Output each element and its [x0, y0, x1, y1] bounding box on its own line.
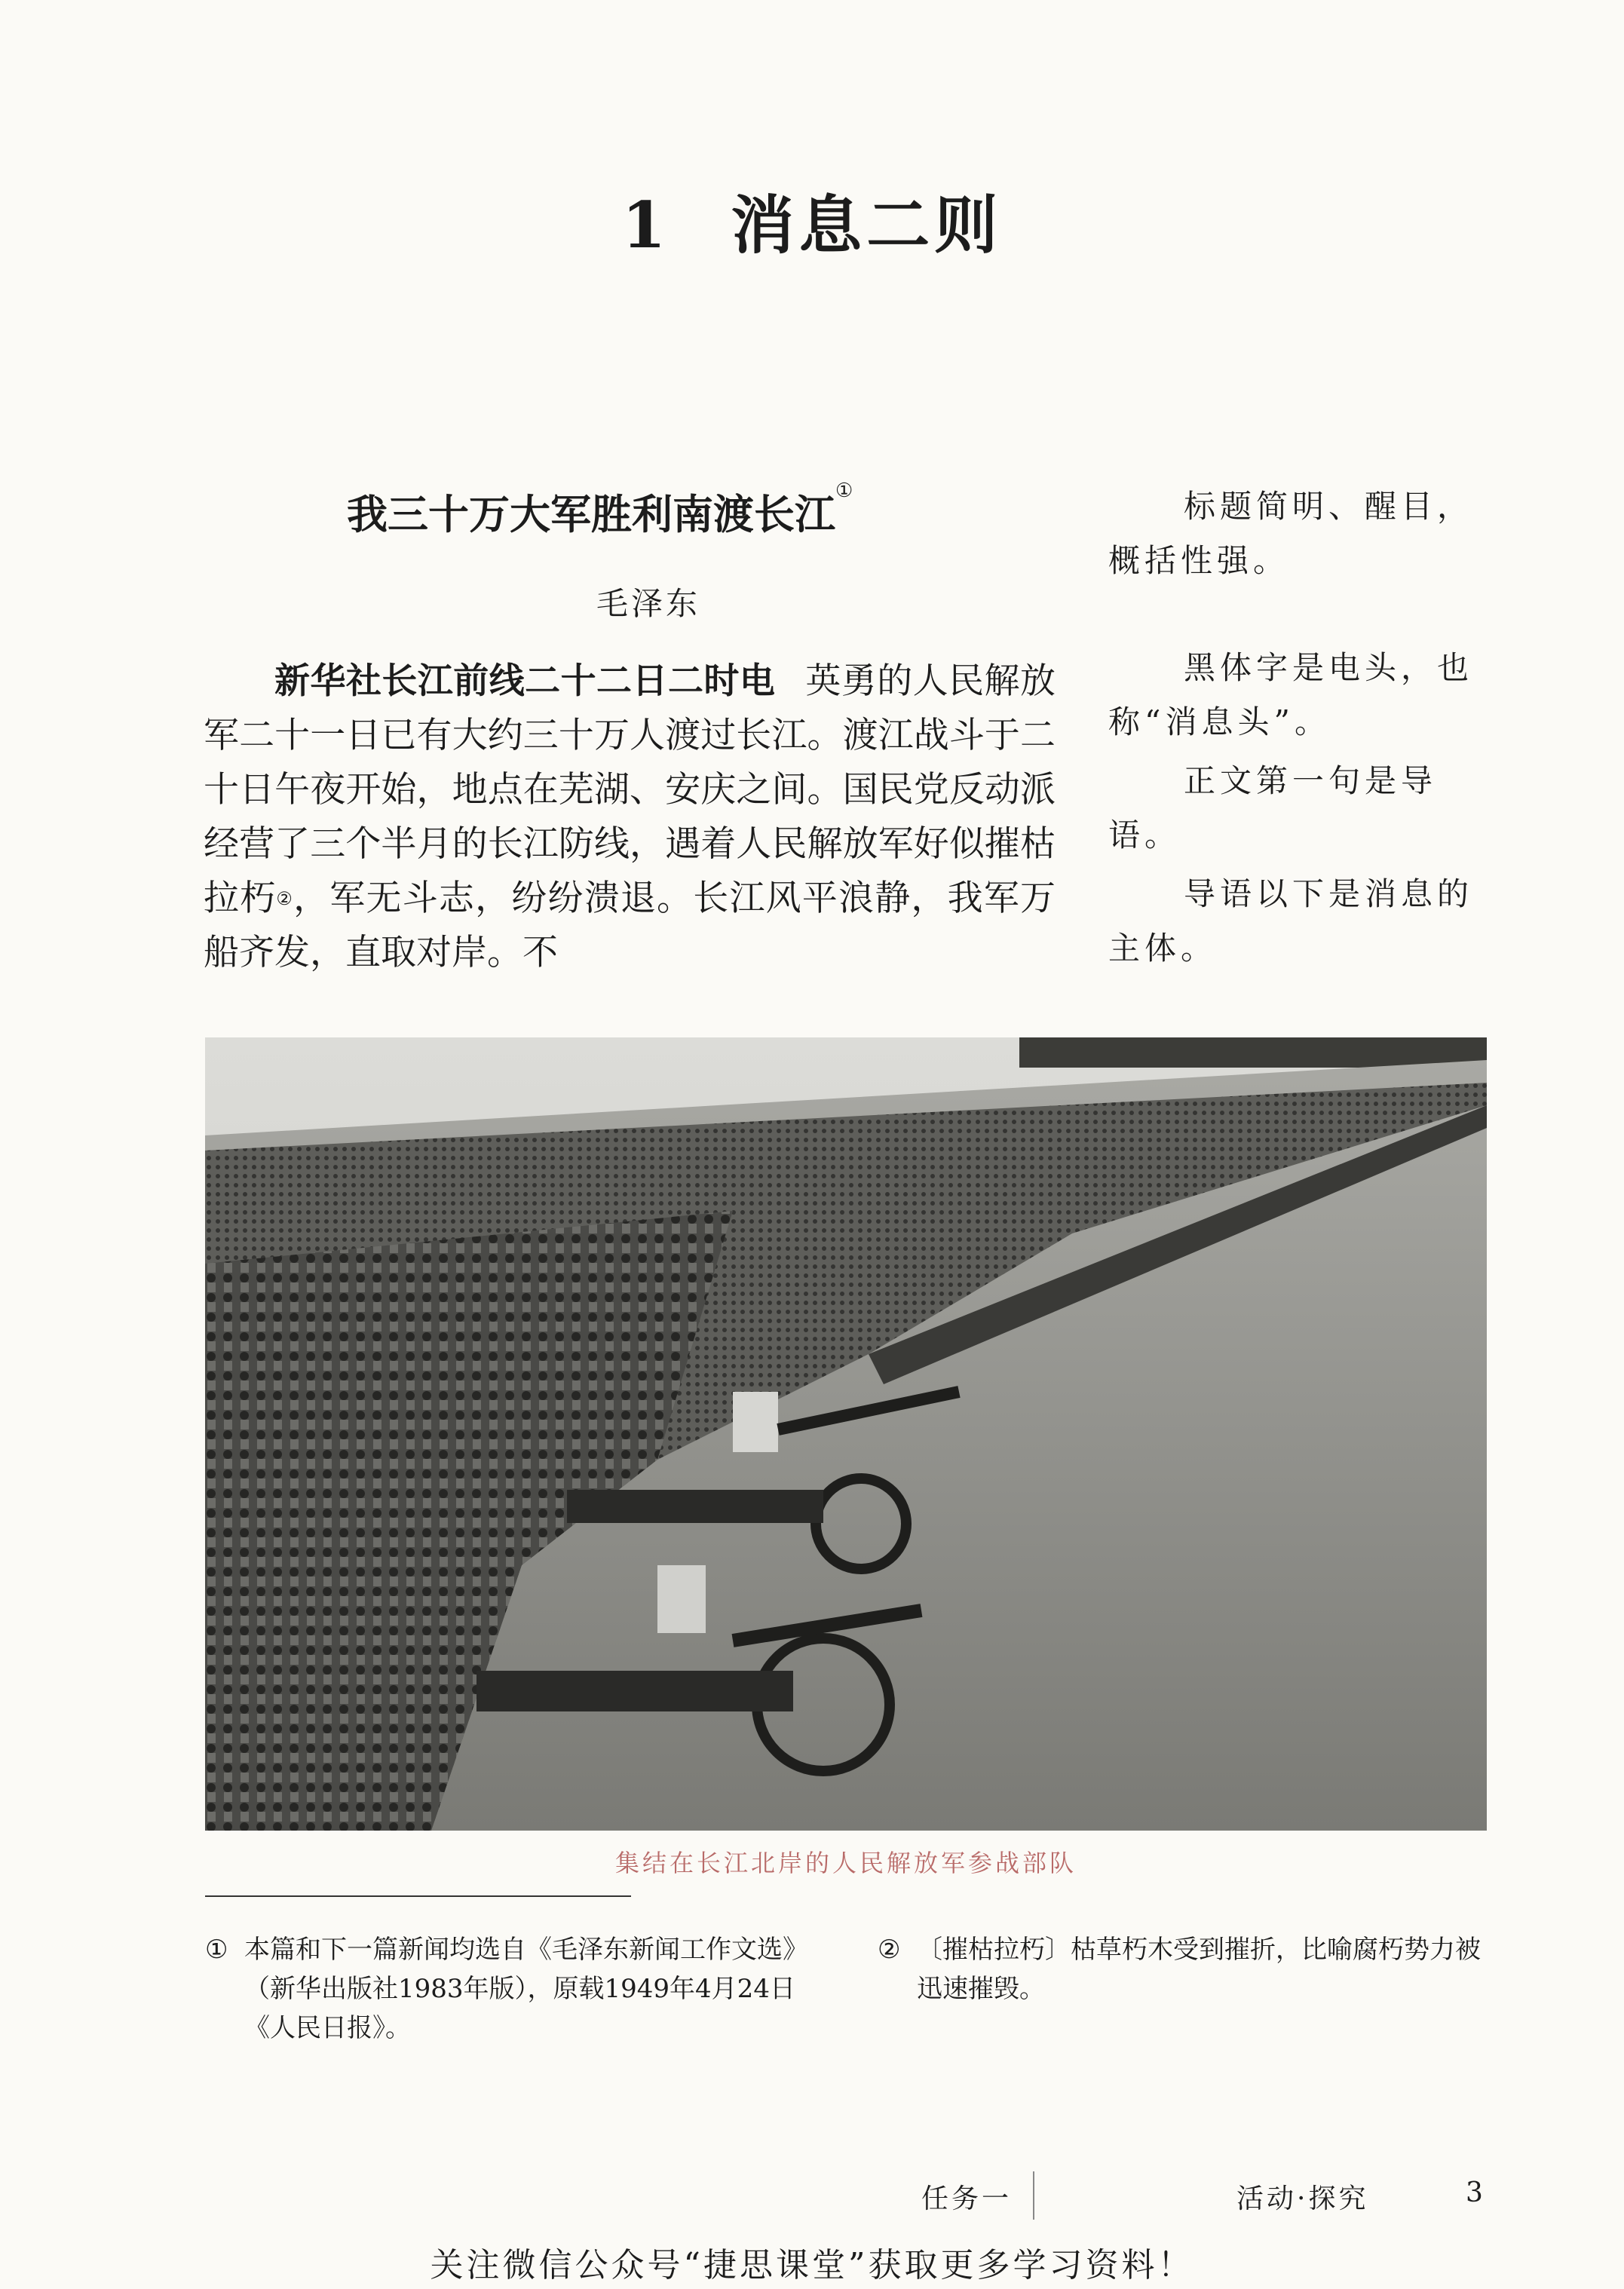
footnote-2-text: 〔摧枯拉朽〕枯草朽木受到摧折，比喻腐朽势力被迅速摧毁。	[917, 1935, 1481, 2004]
page-number: 3	[1466, 2177, 1483, 2208]
author: 毛泽东	[596, 585, 700, 622]
side-note-3: 正文第一句是导语。	[1108, 762, 1438, 853]
footnote-divider	[205, 1895, 631, 1897]
article-title-text: 我三十万大军胜利南渡长江	[347, 490, 835, 538]
footer-task: 任务一	[921, 2183, 1013, 2214]
title-footnote-mark[interactable]: ①	[835, 480, 853, 502]
footnote-1	[205, 1930, 831, 2048]
side-note-1: 标题简明、醒目，概括性强。	[1108, 488, 1474, 579]
footer-divider	[1033, 2171, 1034, 2220]
troops-photo	[205, 1037, 1487, 1831]
article-title	[347, 480, 920, 541]
promo-banner: 关注微信公众号“捷思课堂”获取更多学习资料！	[430, 2246, 1194, 2284]
footnote-2	[878, 1930, 1496, 2009]
footnote-1-mark: ①	[205, 1935, 228, 1965]
body-text-2: ，军无斗志，纷纷溃退。长江风平浪静，我军万船齐发，直取对岸。不	[204, 878, 1056, 973]
article-body	[204, 654, 1056, 980]
footnote-1-text: 本篇和下一篇新闻均选自《毛泽东新闻工作文选》（新华出版社1983年版），原载1949年4月24日《人民日报》。	[244, 1935, 808, 2043]
chapter-title	[0, 175, 1624, 266]
footnote-2-mark: ②	[878, 1935, 901, 1965]
chapter-name: 消息二则	[731, 188, 1003, 262]
side-note-4: 导语以下是消息的主体。	[1108, 875, 1474, 967]
footer-section: 活动·探究	[1236, 2183, 1369, 2214]
dateline: 新华社长江前线二十二日二时电	[274, 660, 776, 702]
side-note-2: 黑体字是电头，也称“消息头”。	[1108, 649, 1474, 740]
body-footnote-mark[interactable]: ②	[276, 888, 294, 909]
chapter-number: 1	[621, 188, 671, 262]
body-text-1: 英勇的人民解放军二十一日已有大约三十万人渡过长江。渡江战斗于二十日午夜开始，地点在芜湖、安庆之间。国民党反动派经营了三个半月的长江防线，遇着人民解放军好似摧枯拉朽	[204, 660, 1056, 919]
photo-caption: 集结在长江北岸的人民解放军参战部队	[614, 1849, 1077, 1877]
